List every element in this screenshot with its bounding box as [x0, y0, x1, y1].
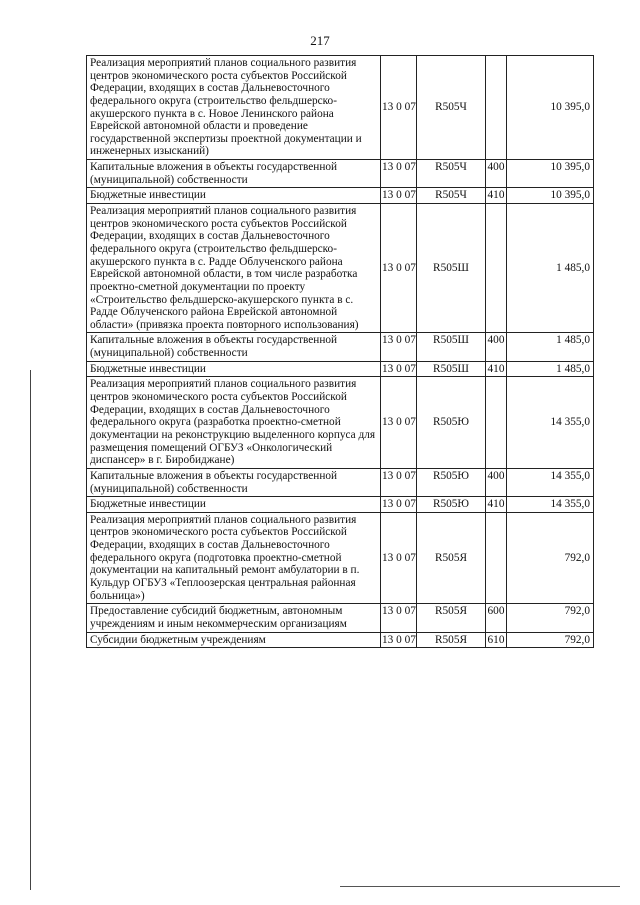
table-row — [87, 333, 594, 361]
row-section-code: 13 0 07 — [381, 361, 417, 377]
row-amount: 14 355,0 — [507, 497, 594, 513]
row-expense-type: 600 — [486, 604, 507, 632]
row-article-code: R505Ч — [417, 56, 486, 160]
row-section-code: 13 0 07 — [381, 497, 417, 513]
row-amount: 10 395,0 — [507, 188, 594, 204]
bottom-rule — [340, 886, 620, 887]
row-expense-type: 410 — [486, 188, 507, 204]
row-section-code: 13 0 07 — [381, 160, 417, 188]
table-row — [87, 188, 594, 204]
row-description: Капитальные вложения в объекты государственной (муниципальной) собственности — [87, 160, 381, 188]
row-description: Реализация мероприятий планов социального развития центров экономического роста субъектов Российской Федерации, входящих в состав Дальневосточного федерального округа (строительство фельдшерско-акушерского пункта в с. Новое Ленинского района Еврейской автономной области и проведение государственной экспертизы проектной документации и инженерных изысканий) — [87, 56, 381, 160]
row-section-code: 13 0 07 — [381, 333, 417, 361]
row-article-code: R505Ч — [417, 188, 486, 204]
row-section-code: 13 0 07 — [381, 204, 417, 333]
row-expense-type: 400 — [486, 333, 507, 361]
table-row — [87, 160, 594, 188]
row-article-code: R505Ш — [417, 204, 486, 333]
row-expense-type — [486, 377, 507, 468]
row-article-code: R505Ю — [417, 468, 486, 496]
row-description: Реализация мероприятий планов социального развития центров экономического роста субъектов Российской Федерации, входящих в состав Дальневосточного федерального округа (строительство фельдшерско-акушерского пункта в с. Радде Облученского района Еврейской автономной области, в том числе разработка проектно-сметной документации по проекту «Строительство фельдшерско-акушерского пункта в с. Радде Облученского района Еврейской автономной области» (привязка проекта повторного использования) — [87, 204, 381, 333]
row-section-code: 13 0 07 — [381, 188, 417, 204]
row-description: Предоставление субсидий бюджетным, автономным учреждениям и иным некоммерческим организациям — [87, 604, 381, 632]
row-amount: 792,0 — [507, 604, 594, 632]
table-row — [87, 204, 594, 333]
row-expense-type: 610 — [486, 632, 507, 648]
row-description: Бюджетные инвестиции — [87, 188, 381, 204]
row-description: Реализация мероприятий планов социального развития центров экономического роста субъектов Российской Федерации, входящих в состав Дальневосточного федерального округа (разработка проектно-сметной документации на реконструкцию выделенного корпуса для размещения помещений ОГБУЗ «Онкологический диспансер» в г. Биробиджане) — [87, 377, 381, 468]
row-section-code: 13 0 07 — [381, 512, 417, 603]
row-amount: 10 395,0 — [507, 160, 594, 188]
row-article-code: R505Ш — [417, 361, 486, 377]
row-section-code: 13 0 07 — [381, 604, 417, 632]
row-section-code: 13 0 07 — [381, 377, 417, 468]
row-article-code: R505Я — [417, 604, 486, 632]
row-section-code: 13 0 07 — [381, 468, 417, 496]
row-expense-type — [486, 512, 507, 603]
table-row — [87, 497, 594, 513]
row-description: Бюджетные инвестиции — [87, 497, 381, 513]
row-expense-type: 410 — [486, 361, 507, 377]
table-row — [87, 56, 594, 160]
table-row — [87, 632, 594, 648]
row-amount: 1 485,0 — [507, 361, 594, 377]
row-expense-type: 410 — [486, 497, 507, 513]
row-amount: 14 355,0 — [507, 377, 594, 468]
table-body — [87, 56, 594, 648]
row-description: Реализация мероприятий планов социального развития центров экономического роста субъектов Российской Федерации, входящих в состав Дальневосточного федерального округа (подготовка проектно-сметной документации на капитальный ремонт амбулатории в п. Кульдур ОГБУЗ «Теплоозерская центральная районная больница») — [87, 512, 381, 603]
row-expense-type — [486, 56, 507, 160]
table-row — [87, 468, 594, 496]
table-row — [87, 512, 594, 603]
row-description: Капитальные вложения в объекты государственной (муниципальной) собственности — [87, 333, 381, 361]
page-number: 217 — [310, 33, 330, 48]
row-expense-type — [486, 204, 507, 333]
budget-table — [86, 55, 594, 648]
row-description: Субсидии бюджетным учреждениям — [87, 632, 381, 648]
row-article-code: R505Ш — [417, 333, 486, 361]
row-amount: 1 485,0 — [507, 204, 594, 333]
row-amount: 792,0 — [507, 632, 594, 648]
row-expense-type: 400 — [486, 160, 507, 188]
row-description: Бюджетные инвестиции — [87, 361, 381, 377]
left-margin-rule — [30, 370, 31, 890]
row-article-code: R505Ч — [417, 160, 486, 188]
row-section-code: 13 0 07 — [381, 56, 417, 160]
table-row — [87, 377, 594, 468]
row-article-code: R505Я — [417, 632, 486, 648]
row-expense-type: 400 — [486, 468, 507, 496]
row-article-code: R505Ю — [417, 377, 486, 468]
row-amount: 14 355,0 — [507, 468, 594, 496]
row-description: Капитальные вложения в объекты государственной (муниципальной) собственности — [87, 468, 381, 496]
row-amount: 792,0 — [507, 512, 594, 603]
row-section-code: 13 0 07 — [381, 632, 417, 648]
row-article-code: R505Я — [417, 512, 486, 603]
row-amount: 1 485,0 — [507, 333, 594, 361]
row-amount: 10 395,0 — [507, 56, 594, 160]
table-row — [87, 361, 594, 377]
table-row — [87, 604, 594, 632]
row-article-code: R505Ю — [417, 497, 486, 513]
